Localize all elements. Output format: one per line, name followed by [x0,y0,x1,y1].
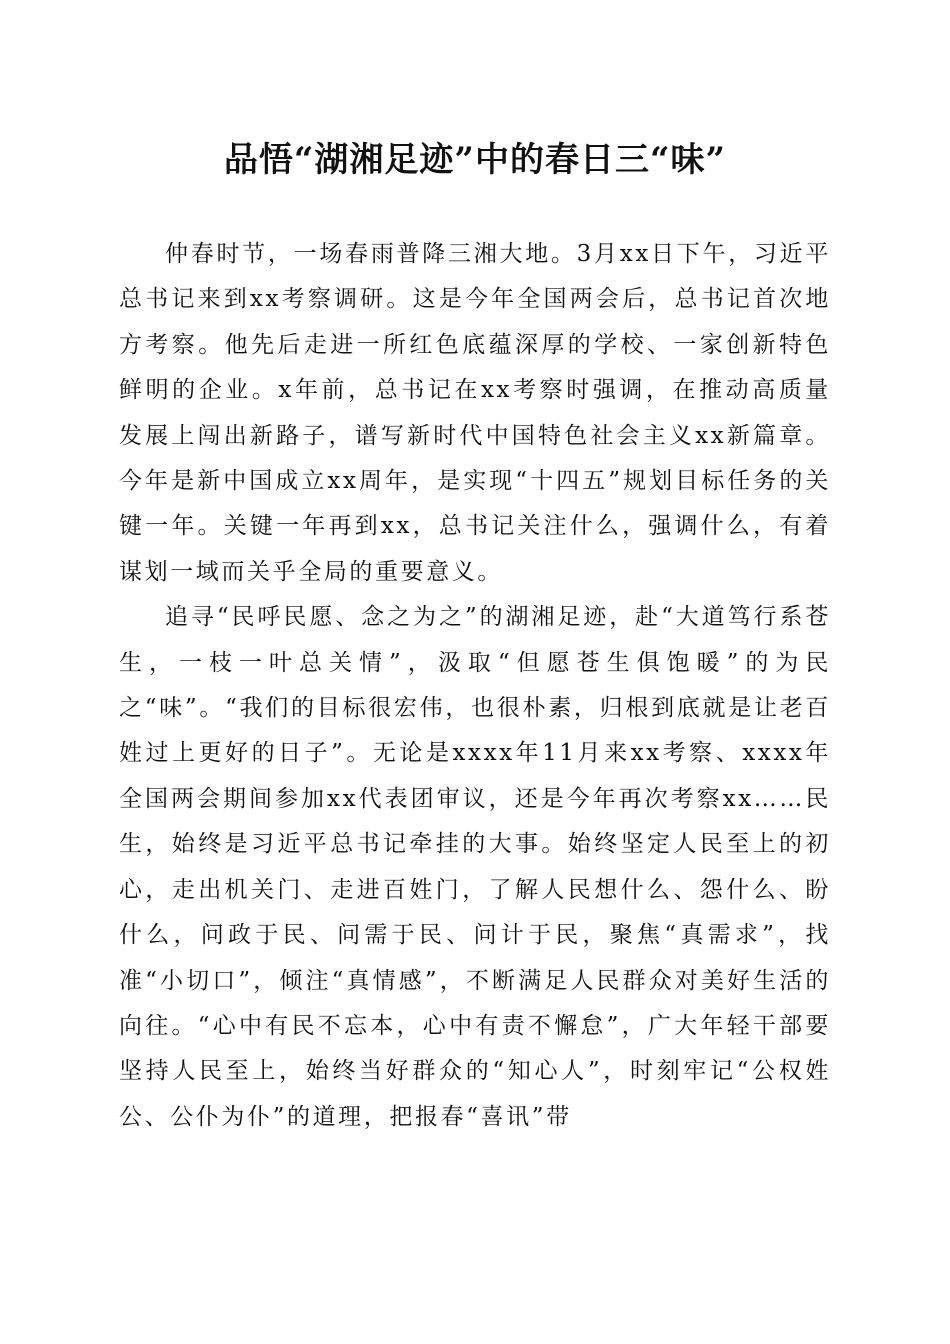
document-body [119,232,831,1140]
paragraph-1: 仲春时节，一场春雨普降三湘大地。3月xx日下午，习近平总书记来到xx考察调研。这是今年全国两会后，总书记首次地方考察。他先后走进一所红色底蕴深厚的学校、一家创新特色鲜明的企业。x年前，总书记在xx考察时强调，在推动高质量发展上闯出新路子，谱写新时代中国特色社会主义xx新篇章。今年是新中国成立xx周年，是实现“十四五”规划目标任务的关键一年。关键一年再到xx，总书记关注什么，强调什么，有着谋划一域而关乎全局的重要意义。 [119,241,831,585]
paragraph-2: 追寻“民呼民愿、念之为之”的湖湘足迹，赴“大道笃行系苍生，一枝一叶总关情”，汲取“但愿苍生俱饱暖”的为民之“味”。“我们的目标很宏伟，也很朴素，归根到底就是让老百姓过上更好的日子”。无论是xxxx年11月来xx考察、xxxx年全国两会期间参加xx代表团审议，还是今年再次考察xx……民生，始终是习近平总书记牵挂的大事。始终坚定人民至上的初心，走出机关门、走进百姓门，了解人民想什么、怨什么、盼什么，问政于民、问需于民、问计于民，聚焦“真需求”，找准“小切口”，倾注“真情感”，不断满足人民群众对美好生活的向往。“心中有民不忘本，心中有责不懈怠”，广大年轻干部要坚持人民至上，始终当好群众的“知心人”，时刻牢记“公权姓公、公仆为仆”的道理，把报春“喜讯”带 [119,604,831,1130]
document-title: 品悟“湖湘足迹”中的春日三“味” [223,140,727,180]
